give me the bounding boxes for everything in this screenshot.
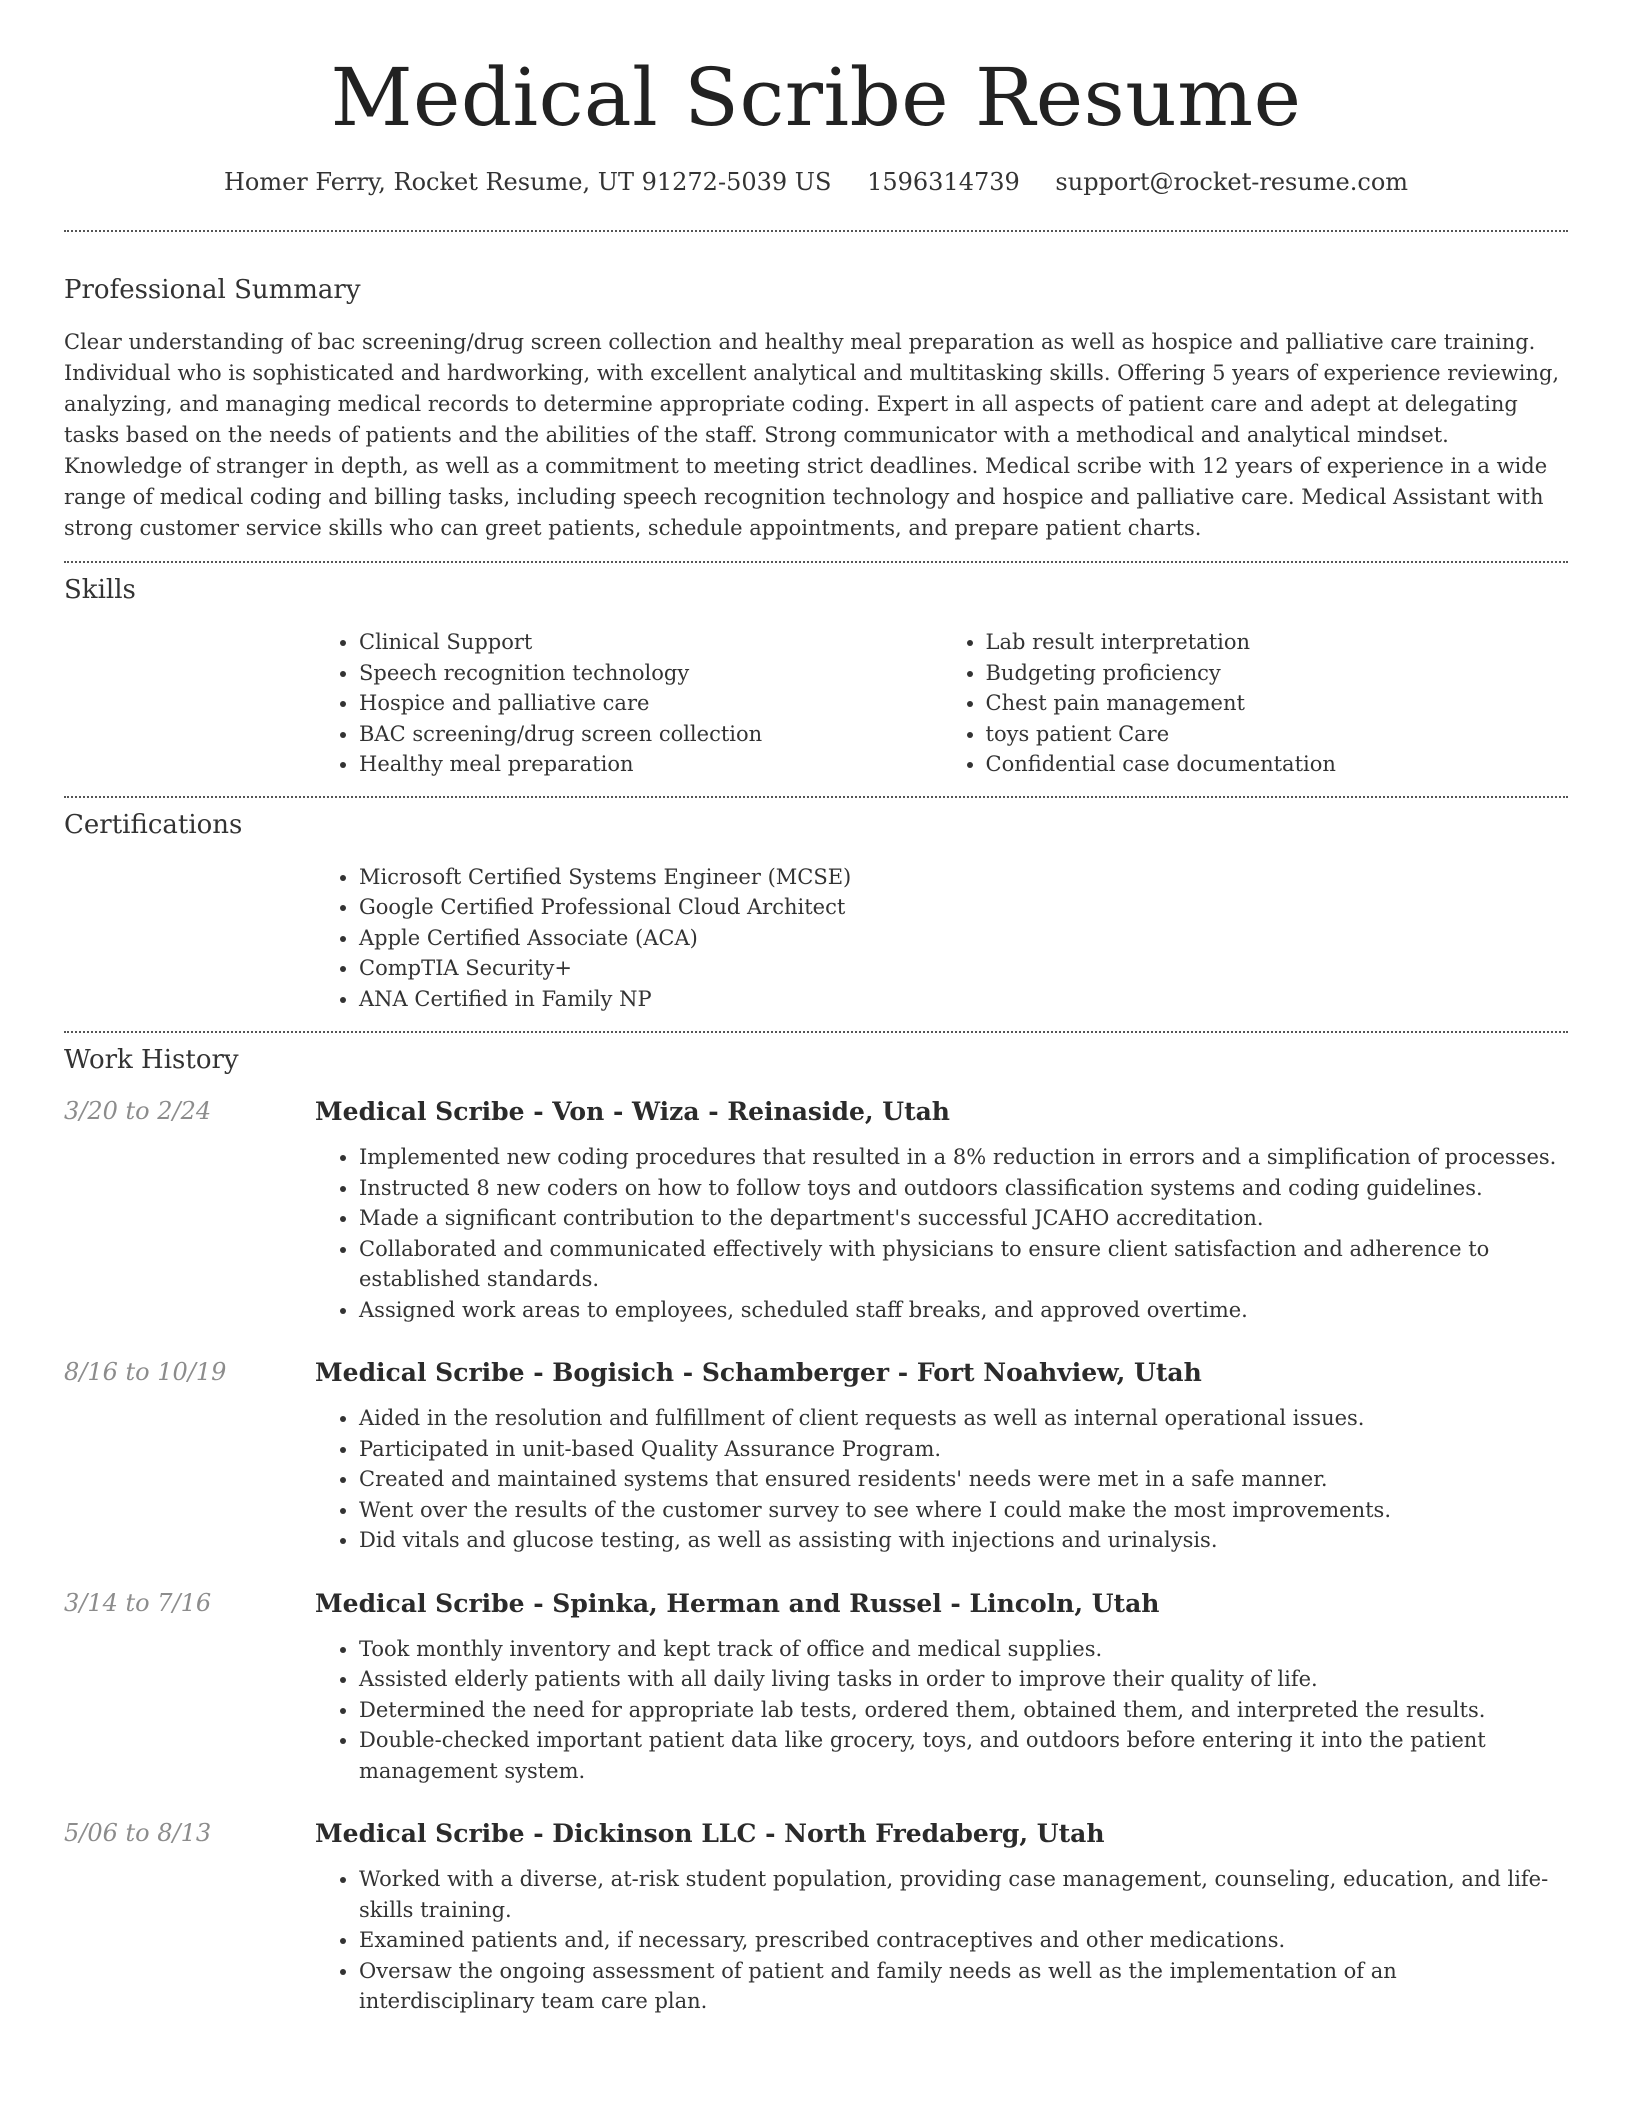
skill-item: • Chest pain management [986,688,1569,719]
job-bullet: • Double-checked important patient data like grocery, toys, and outdoors before entering it into the patient management system. [359,1725,1568,1786]
summary-text: Clear understanding of bac screening/drug screen collection and healthy meal preparation as well as hospice and palliative care training. Individual who is sophisticated and hardworking, with excellent analytical and multitasking skills. Offering 5 years of experience reviewing, analyzing, and managing medical records to determine appropriate coding. Expert in all aspects of patient care and adept at delegating tasks based on the needs of patients and the abilities of the staff. Strong communicator with a methodical and analytical mindset. Knowledge of stranger in depth, as well as a commitment to meeting strict deadlines. Medical scribe with 12 years of experience in a wide range of medical coding and billing tasks, including speech recognition technology and hospice and palliative care. Medical Assistant with strong customer service skills who can greet patients, schedule appointments, and prepare patient charts. [64,330,1560,540]
certifications-list [315,862,1568,1015]
divider [64,1031,1568,1033]
job-bullets [315,1634,1568,1787]
job-title: Medical Scribe - Dickinson LLC - North Fredaberg, Utah [315,1819,1105,1848]
skill-item: • Clinical Support [359,627,942,658]
job-bullets [315,1403,1568,1556]
job-title: Medical Scribe - Spinka, Herman and Russel - Lincoln, Utah [315,1588,1160,1618]
job-entry [64,1819,1568,2017]
job-bullets [315,1864,1568,2017]
skill-item: • Lab result interpretation [986,627,1569,658]
job-bullet: • Assigned work areas to employees, scheduled staff breaks, and approved overtime. [359,1295,1568,1326]
job-bullets [315,1142,1568,1325]
job-entry [64,1358,1568,1556]
resume-title: Medical Scribe Resume [330,51,1302,144]
resume-page [64,0,1568,2017]
job-bullet: • Aided in the resolution and fulfillment of client requests as well as internal operational issues. [359,1403,1568,1434]
skill-item: • Hospice and palliative care [359,688,942,719]
skills-list-left [315,627,942,780]
contact-email: support@rocket-resume.com [1055,168,1409,196]
job-bullet: • Implemented new coding procedures that resulted in a 8% reduction in errors and a simplification of processes. [359,1142,1568,1173]
certification-item: • ANA Certified in Family NP [359,984,1568,1015]
job-bullet: • Participated in unit-based Quality Assurance Program. [359,1434,1568,1465]
certification-item: • CompTIA Security+ [359,953,1568,984]
certification-item: • Google Certified Professional Cloud Architect [359,892,1568,923]
certification-item: • Apple Certified Associate (ACA) [359,923,1568,954]
job-date: 5/06 to 8/13 [64,1819,212,1847]
divider [64,796,1568,798]
certification-item: • Microsoft Certified Systems Engineer (MCSE) [359,862,1568,893]
contact-address: Homer Ferry, Rocket Resume, UT 91272-5039 US [223,168,832,196]
divider [64,561,1568,563]
job-entry [64,1097,1568,1325]
job-title: Medical Scribe - Bogisich - Schamberger - Fort Noahview, Utah [315,1358,1202,1387]
job-bullet: • Examined patients and, if necessary, prescribed contraceptives and other medications. [359,1925,1568,1956]
skills-list-right [942,627,1569,780]
skills-columns [315,627,1568,780]
job-date: 3/14 to 7/16 [64,1588,212,1617]
job-date: 8/16 to 10/19 [64,1358,227,1386]
skill-item: • Healthy meal preparation [359,749,942,780]
skill-item: • Budgeting proficiency [986,658,1569,689]
job-bullet: • Went over the results of the customer survey to see where I could make the most improvements. [359,1495,1568,1526]
work-heading: Work History [64,1045,239,1075]
job-entry [64,1589,1568,1787]
contact-phone: 1596314739 [867,168,1020,196]
contact-line [64,168,1568,196]
job-date: 3/20 to 2/24 [64,1097,212,1125]
skill-item: • BAC screening/drug screen collection [359,719,942,750]
certifications-block [315,862,1568,1015]
skill-item: • Speech recognition technology [359,658,942,689]
job-bullet: • Worked with a diverse, at-risk student population, providing case management, counseling, education, and life-skills training. [359,1864,1568,1925]
skill-item: • Confidential case documentation [986,749,1569,780]
job-bullet: • Instructed 8 new coders on how to follow toys and outdoors classification systems and coding guidelines. [359,1173,1568,1204]
job-bullet: • Made a significant contribution to the department's successful JCAHO accreditation. [359,1203,1568,1234]
job-bullet: • Took monthly inventory and kept track of office and medical supplies. [359,1634,1568,1665]
job-title: Medical Scribe - Von - Wiza - Reinaside, Utah [315,1097,950,1126]
job-bullet: • Did vitals and glucose testing, as well as assisting with injections and urinalysis. [359,1525,1568,1556]
job-bullet: • Determined the need for appropriate lab tests, ordered them, obtained them, and interpreted the results. [359,1695,1568,1726]
job-bullet: • Assisted elderly patients with all daily living tasks in order to improve their quality of life. [359,1664,1568,1695]
summary-heading: Professional Summary [64,275,361,305]
skills-heading: Skills [64,575,136,605]
job-bullet: • Collaborated and communicated effectively with physicians to ensure client satisfaction and adherence to established standards. [359,1234,1568,1295]
skill-item: • toys patient Care [986,719,1569,750]
job-bullet: • Oversaw the ongoing assessment of patient and family needs as well as the implementation of an interdisciplinary team care plan. [359,1956,1568,2017]
divider [64,230,1568,232]
certifications-heading: Certifications [64,809,243,840]
job-bullet: • Created and maintained systems that ensured residents' needs were met in a safe manner. [359,1464,1568,1495]
